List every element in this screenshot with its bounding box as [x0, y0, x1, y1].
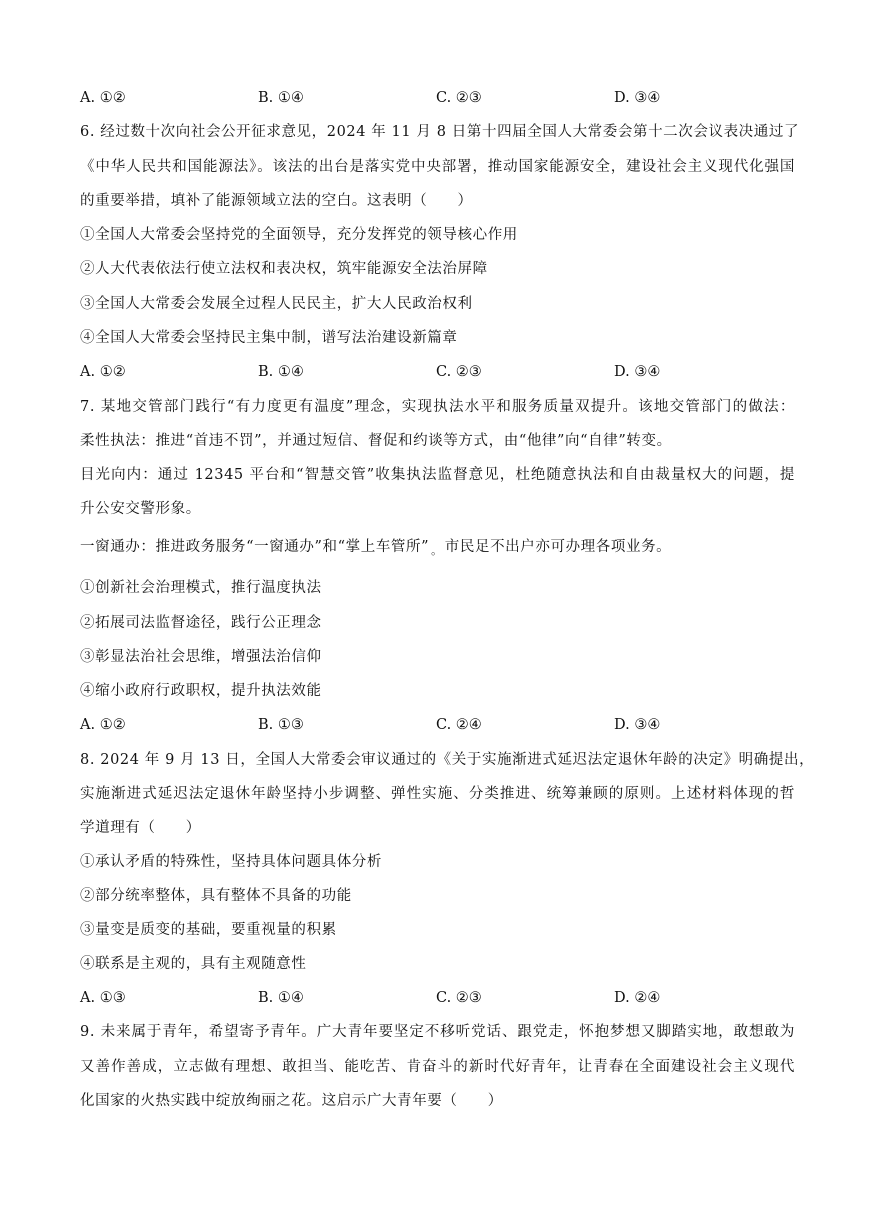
- option-c: C. ②③: [436, 364, 482, 380]
- option-a: A. ①②: [80, 364, 126, 380]
- option-c: C. ②④: [436, 717, 482, 733]
- statement-item: ②拓展司法监督途径，践行公正理念: [80, 615, 322, 631]
- option-a: A. ①②: [80, 717, 126, 733]
- question-stem-line: 的重要举措，填补了能源领域立法的空白。这表明（ ）: [80, 193, 473, 209]
- statement-item: ①承认矛盾的特殊性，坚持具体问题具体分析: [80, 854, 382, 870]
- option-b: B. ①④: [258, 364, 304, 380]
- option-d: D. ③④: [614, 364, 661, 380]
- question-stem-line: 8. 2024 年 9 月 13 日，全国人大常委会审议通过的《关于实施渐进式延迟法定退休年龄的决定》明确提出，: [80, 752, 815, 768]
- option-a: A. ①②: [80, 90, 126, 106]
- option-d: D. ③④: [614, 90, 661, 106]
- option-d: D. ③④: [614, 717, 661, 733]
- question-stem-line: 又善作善成，立志做有理想、敢担当、能吃苦、肯奋斗的新时代好青年，让青春在全面建设社会主义现代: [80, 1059, 795, 1075]
- statement-item: ④全国人大常委会坚持民主集中制，谱写法治建设新篇章: [80, 330, 458, 346]
- statement-item: ④联系是主观的，具有主观随意性: [80, 956, 307, 972]
- question-stem-line: 化国家的火热实践中绽放绚丽之花。这启示广大青年要（ ）: [80, 1093, 503, 1109]
- option-d: D. ②④: [614, 990, 661, 1006]
- question-stem-line: 6. 经过数十次向社会公开征求意见，2024 年 11 月 8 日第十四届全国人大常委会第十二次会议表决通过了: [80, 124, 800, 140]
- statement-item: ①全国人大常委会坚持党的全面领导，充分发挥党的领导核心作用: [80, 227, 518, 243]
- statement-item: ②部分统率整体，具有整体不具备的功能: [80, 888, 352, 904]
- stem-text: 市民足不出户亦可办理各项业务。: [444, 539, 672, 555]
- option-a: A. ①③: [80, 990, 126, 1006]
- stem-text: 一窗通办：推进政务服务“一窗通办”和“掌上车管所”: [80, 539, 430, 555]
- question-stem-line: 柔性执法：推进“首违不罚”，并通过短信、督促和约谈等方式，由“他律”向“自律”转变。: [80, 433, 672, 449]
- option-b: B. ①③: [258, 717, 304, 733]
- statement-item: ①创新社会治理模式，推行温度执法: [80, 580, 322, 596]
- punctuation-mark: 。: [431, 544, 443, 557]
- statement-item: ③量变是质变的基础，要重视量的积累: [80, 922, 337, 938]
- statement-item: ②人大代表依法行使立法权和表决权，筑牢能源安全法治屏障: [80, 261, 488, 277]
- statement-item: ④缩小政府行政职权，提升执法效能: [80, 683, 322, 699]
- option-c: C. ②③: [436, 90, 482, 106]
- question-stem-line: [80, 537, 795, 561]
- question-stem-line: 实施渐进式延迟法定退休年龄坚持小步调整、弹性实施、分类推进、统筹兼顾的原则。上述材料体现的哲: [80, 786, 795, 802]
- statement-item: ③全国人大常委会发展全过程人民民主，扩大人民政治权利: [80, 296, 473, 312]
- question-stem-line: 目光向内：通过 12345 平台和“智慧交管”收集执法监督意见，杜绝随意执法和自由裁量权大的问题，提: [80, 467, 795, 483]
- question-stem-line: 升公安交警形象。: [80, 501, 201, 517]
- statement-item: ③彰显法治社会思维，增强法治信仰: [80, 649, 322, 665]
- option-c: C. ②③: [436, 990, 482, 1006]
- question-stem-line: 7. 某地交管部门践行“有力度更有温度”理念，实现执法水平和服务质量双提升。该地交管部门的做法：: [80, 399, 795, 415]
- question-stem-line: 学道理有（ ）: [80, 820, 201, 836]
- question-stem-line: 9. 未来属于青年，希望寄予青年。广大青年要坚定不移听党话、跟党走，怀抱梦想又脚踏实地，敢想敢为: [80, 1024, 795, 1040]
- option-b: B. ①④: [258, 990, 304, 1006]
- question-stem-line: 《中华人民共和国能源法》。该法的出台是落实党中央部署，推动国家能源安全，建设社会主义现代化强国: [80, 159, 795, 175]
- option-b: B. ①④: [258, 90, 304, 106]
